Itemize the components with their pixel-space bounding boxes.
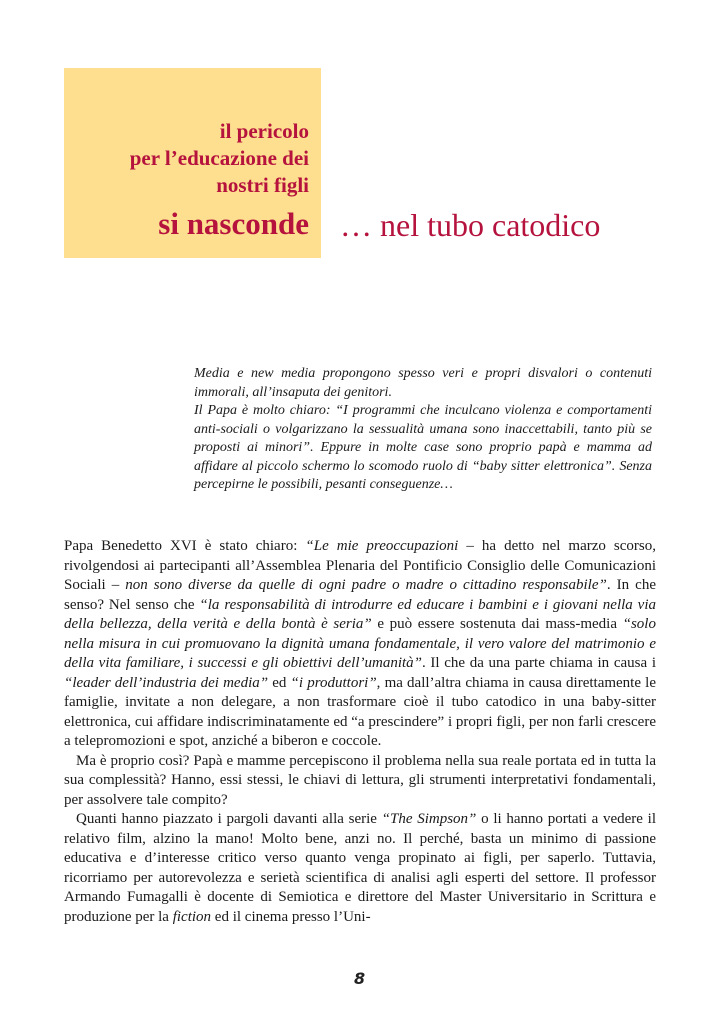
- intro-text: [194, 365, 652, 495]
- body-paragraph: Ma è proprio così? Papà e mamme percepiscono il problema nella sua reale portata ed in tutta la sua complessità? Hanno, essi stessi, le chiavi di lettura, gli strumenti interpretativi fondamentali, per assolvere tale compito?: [64, 752, 656, 808]
- quote: “solo nella misura in cui promuovano la dignità umana fondamentale, il vero valore del matrimonio e della vita familiare, i successi e gli obiettivi dell’umanità”: [64, 616, 656, 671]
- quote: “la responsabilità di introdurre ed educare i bambini e i giovani nella via della bellezza, della verità e della bontà è seria”: [64, 596, 657, 632]
- article-body: [64, 537, 656, 927]
- intro-paragraph: Il Papa è molto chiaro: “I programmi che inculcano violenza e comportamenti anti-sociali o volgarizzano la sessualità umana sono inaccettabili, tanto più se proposti ai minori”. Eppure in molte case sono proprio papà e mamma ad affidare al piccolo schermo lo scomodo ruolo di “baby sitter elettronica”. Senza percepirne le possibili, pesanti conseguenze…: [194, 403, 652, 492]
- kicker-line: per l’educazione dei: [129, 146, 309, 170]
- quote: “The Simpson”: [381, 811, 477, 827]
- text-run: . Il che da una parte chiama in causa i: [422, 655, 656, 671]
- text-run: Quanti hanno piazzato i pargoli davanti alla serie: [76, 811, 382, 827]
- body-paragraph: [64, 537, 656, 752]
- title-subhead: … nel tubo catodico: [340, 207, 601, 243]
- page-number: 8: [354, 969, 366, 988]
- text-run: o li hanno portati a vedere il relativo film, alzino la mano! Molto bene, anzi no. Il perché, basta un minimo di passione educativa e d’interesse critico verso quanto venga propinato ai figli, per saperlo. Tuttavia, ricorriamo per autorevolezza e serietà scientifica di analisi agli esperti del settore. Il professor Armando Fumagalli è docente di Semiotica e direttore del Master Universitario in Scrittura e produzione per la: [64, 811, 657, 925]
- text-run: – ha detto nel marzo scorso, rivolgendosi ai partecipanti all’Assemblea Plenaria del Pontificio Consiglio delle Comunicazioni Sociali –: [64, 538, 657, 593]
- quote: “i produttori”: [290, 674, 377, 691]
- title-box: [64, 68, 321, 258]
- text-run: Papa Benedetto XVI è stato chiaro:: [64, 538, 306, 554]
- title-headline: si nasconde: [158, 206, 309, 241]
- title-kicker: [130, 118, 309, 199]
- text-run: e può essere sostenuta dai mass-media: [371, 616, 623, 632]
- quote: “leader dell’industria dei media”: [64, 674, 269, 691]
- quote: fiction: [172, 908, 212, 925]
- kicker-line: il pericolo: [219, 119, 309, 143]
- text-run: ed il cinema presso l’Uni-: [211, 908, 371, 925]
- text-run: ed: [268, 674, 291, 691]
- quote: “Le mie preoccupazioni: [305, 538, 459, 554]
- kicker-line: nostri figli: [216, 173, 309, 197]
- text-run: , ma dall’altra chiama in causa direttamente le famiglie, invitate a non delegare, a non trasformare cioè il tubo catodico in una baby-sitter elettronica, cui affidare indiscriminatamente ed “a prescindere” i propri figli, per non farli crescere a telepromozioni e spot, anziché a biberon e coccole.: [64, 674, 656, 749]
- text-run: . In che senso? Nel senso che: [64, 577, 656, 613]
- quote: non sono diverse da quelle di ogni padre o madre o cittadino responsabile”: [125, 577, 607, 593]
- intro-paragraph: Media e new media propongono spesso veri e propri disvalori o contenuti immorali, all’insaputa dei genitori.: [194, 366, 652, 400]
- body-paragraph: [64, 810, 656, 927]
